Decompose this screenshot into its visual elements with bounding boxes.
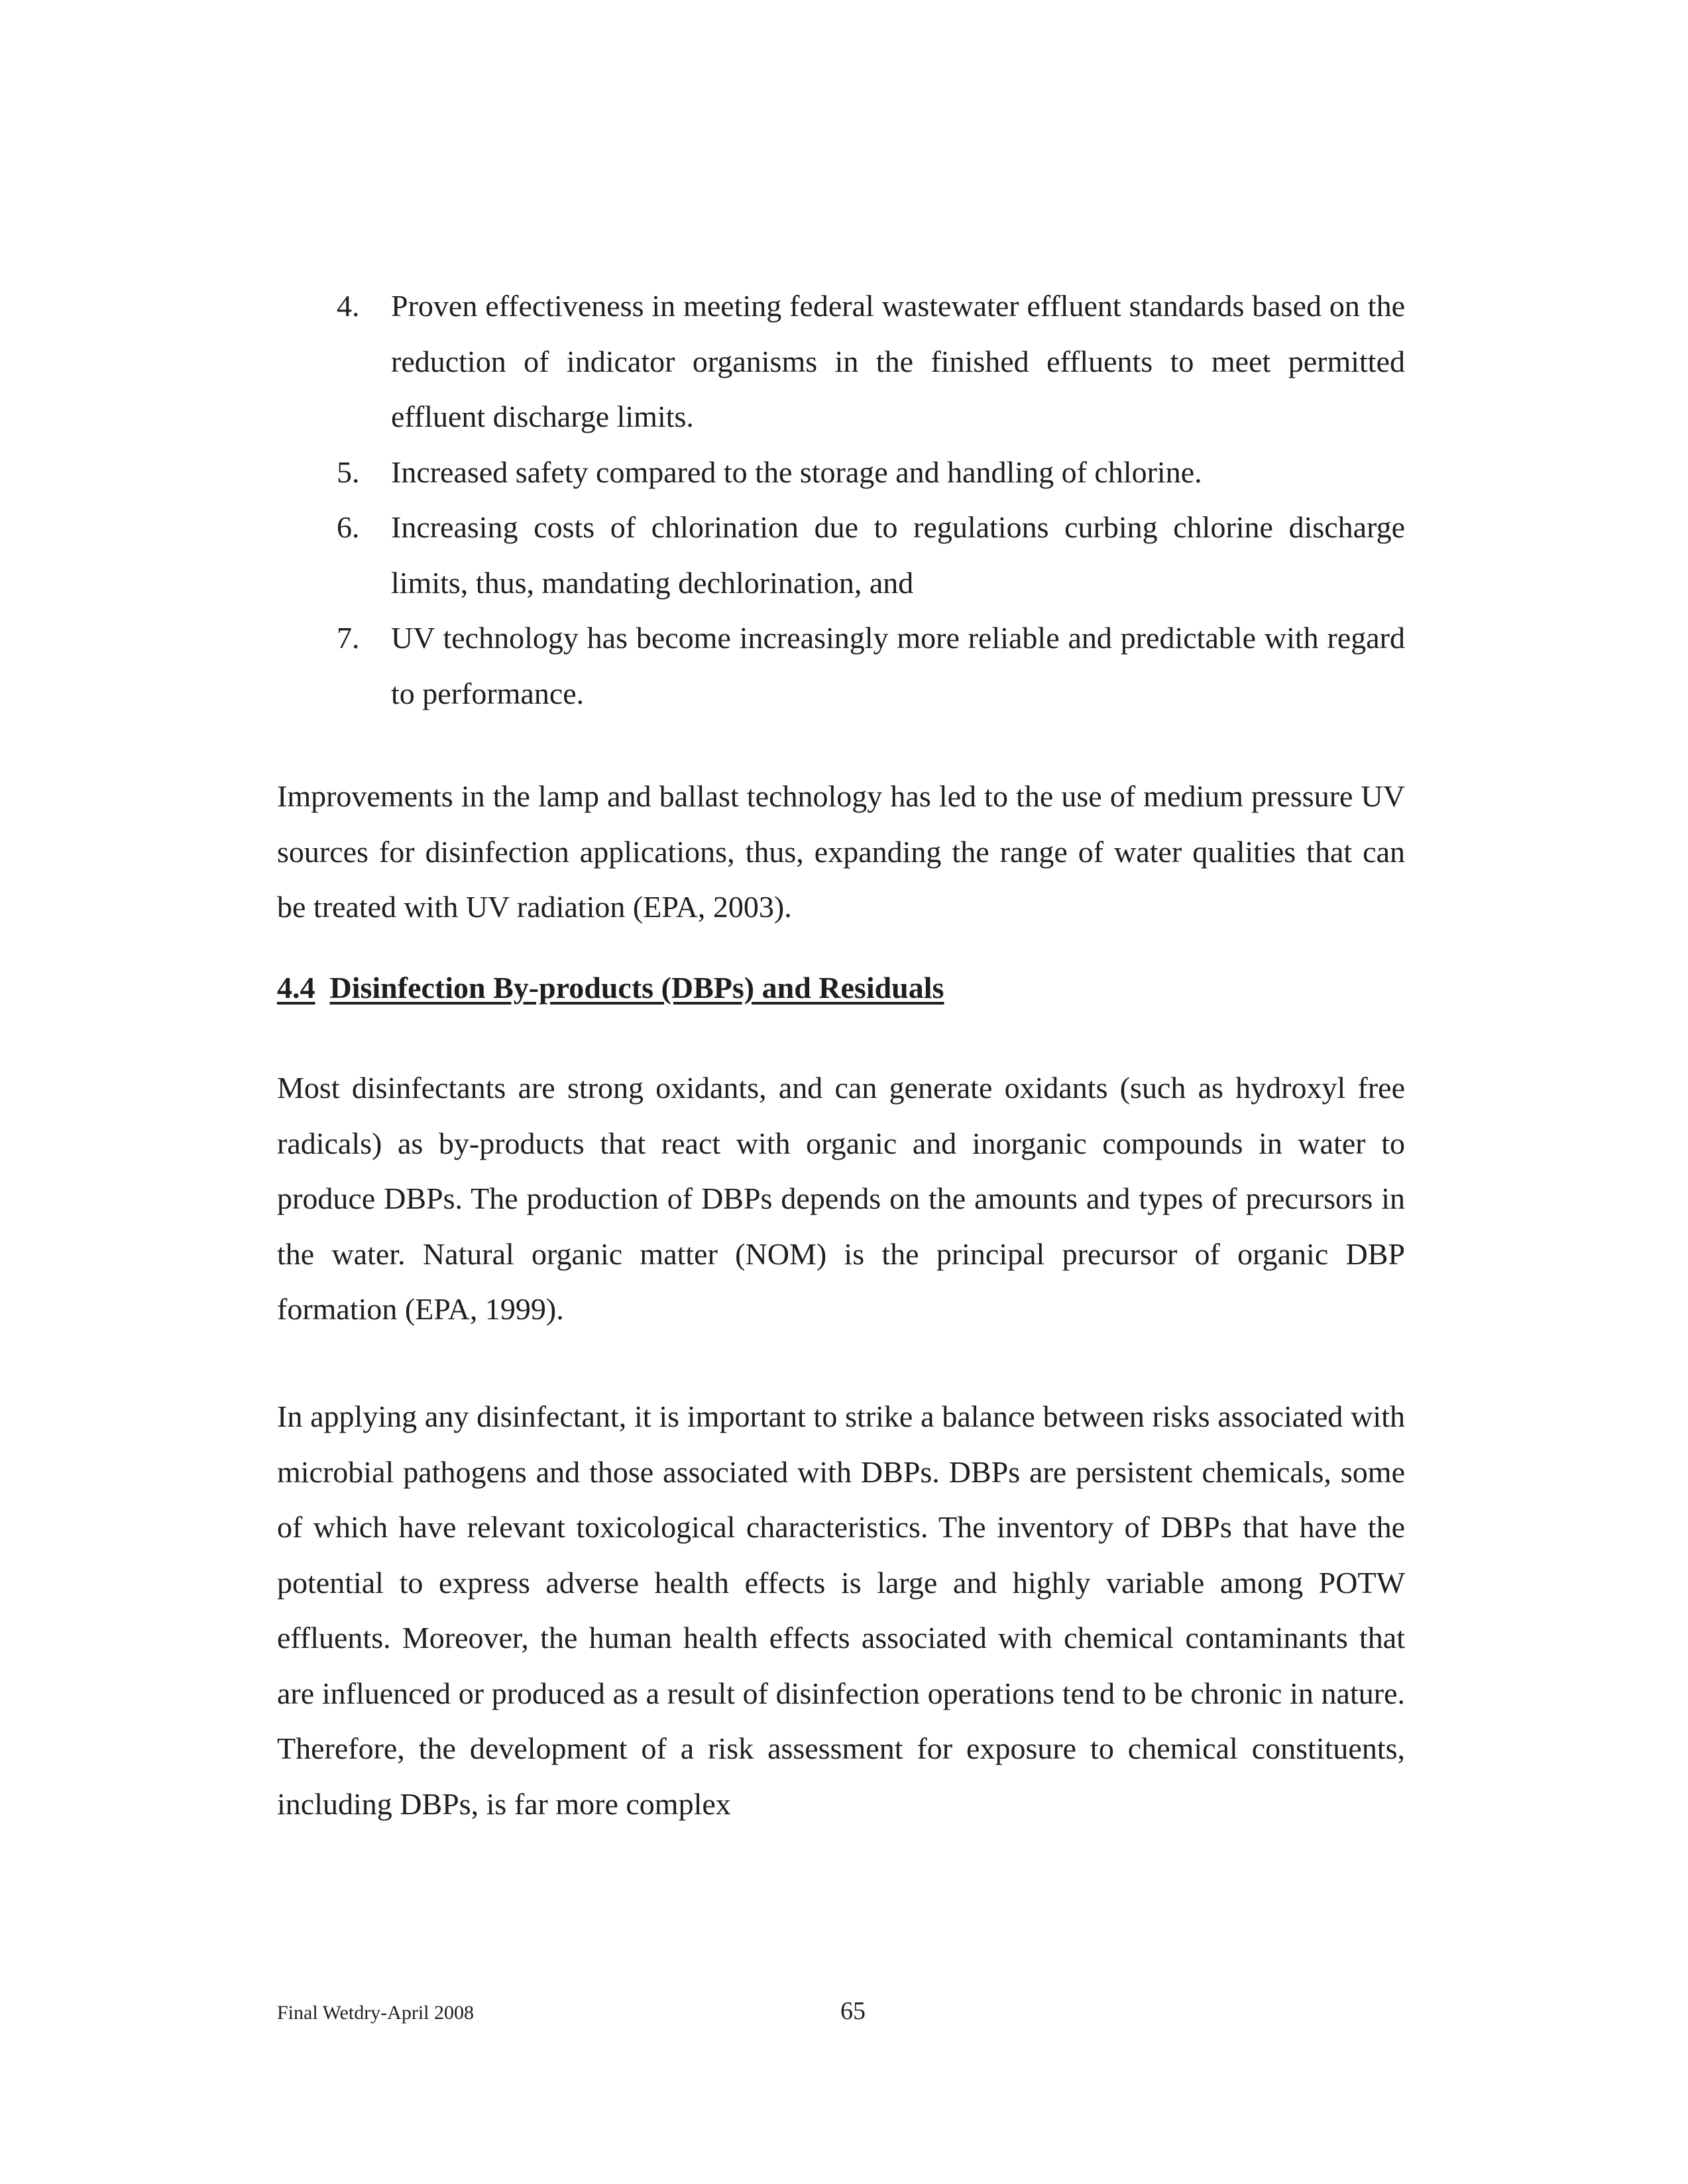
body-paragraph: Most disinfectants are strong oxidants, and can generate oxidants (such as hydroxyl free radicals) as by-products that react with organic and inorganic compounds in water to produce DBPs. The production of DBPs depends on the amounts and types of precursors in the water. Natural organic matter (NOM) is the principal precursor of organic DBP formation (EPA, 1999). — [277, 1071, 1405, 1326]
body-paragraph: Improvements in the lamp and ballast technology has led to the use of medium pressure UV sources for disinfection applications, thus, expanding the range of water qualities that can be treated with UV radiation (EPA, 2003). — [277, 779, 1405, 924]
section-heading — [277, 965, 944, 1011]
footer-document-label: Final Wetdry-April 2008 — [277, 2002, 474, 2024]
numbered-list — [337, 278, 1405, 721]
list-item-text: Increased safety compared to the storage and handling of chlorine. — [391, 455, 1202, 489]
body-paragraph: In applying any disinfectant, it is important to strike a balance between risks associated with microbial pathogens and those associated with DBPs. DBPs are persistent chemicals, some of which have relevant toxicological characteristics. The inventory of DBPs that have the potential to express adverse health effects is large and highly variable among POTW effluents. Moreover, the human health effects associated with chemical contaminants that are influenced or produced as a result of disinfection operations tend to be chronic in nature. Therefore, the development of a risk assessment for exposure to chemical constituents, including DBPs, is far more complex — [277, 1399, 1405, 1821]
list-item — [337, 610, 1405, 721]
section-number: 4.4 — [277, 971, 315, 1005]
list-item — [337, 278, 1405, 445]
section-title: Disinfection By-products (DBPs) and Residuals — [329, 971, 944, 1005]
list-item-number: 4. — [337, 289, 360, 323]
list-item-number: 5. — [337, 455, 360, 489]
page-number: 65 — [840, 1997, 866, 2025]
list-item-text: UV technology has become increasingly more reliable and predictable with regard to performance. — [391, 621, 1405, 710]
list-item — [337, 500, 1405, 610]
list-item — [337, 445, 1405, 500]
list-item-number: 7. — [337, 621, 360, 655]
list-item-text: Increasing costs of chlorination due to regulations curbing chlorine discharge limits, thus, mandating dechlorination, and — [391, 510, 1405, 600]
list-item-number: 6. — [337, 510, 360, 544]
list-item-text: Proven effectiveness in meeting federal wastewater effluent standards based on the reduction of indicator organisms in the finished effluents to meet permitted effluent discharge limits. — [391, 289, 1405, 433]
